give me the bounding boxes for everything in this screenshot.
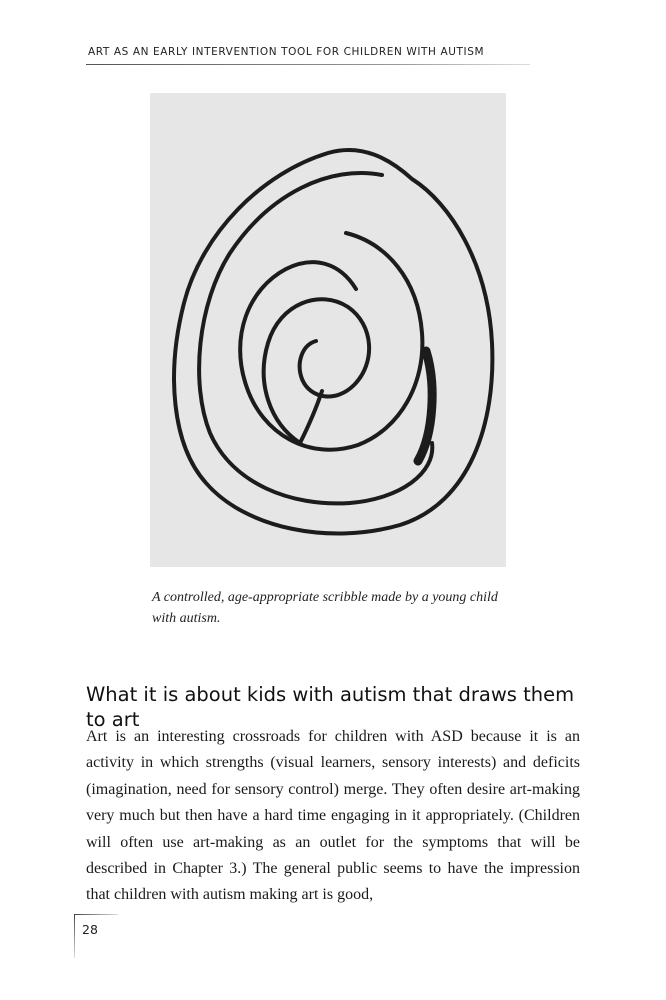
body-paragraph: Art is an interesting crossroads for children with ASD because it is an activity in which strengths (visual learners, sensory interests) and deficits (imagination, need for sensory control) merge. They often desire art-making very much but then have a hard time engaging in it appropriately. (Children will often use art-making as an outlet for the symptoms that will be described in Chapter 3.) The general public seems to have the impression that children with autism making art is good, [86,728,580,904]
running-head: ART AS AN EARLY INTERVENTION TOOL FOR CHILDREN WITH AUTISM [88,46,485,58]
folio-rule-horizontal [74,914,118,915]
header-rule [86,64,530,65]
section-heading: What it is about kids with autism that draws them to art [86,683,575,732]
figure-scribble-drawing [150,93,506,567]
page-number: 28 [82,922,98,937]
figure-caption: A controlled, age-appropriate scribble made by a young child with autism. [152,590,498,626]
scribble-center-tail [300,391,322,443]
spiral-scribble-illustration [150,93,506,567]
scribble-second-loop [199,173,432,503]
folio-rule-vertical [74,914,75,958]
scribble-inner-spiral [264,299,369,443]
scribble-outer-loop [174,150,492,534]
